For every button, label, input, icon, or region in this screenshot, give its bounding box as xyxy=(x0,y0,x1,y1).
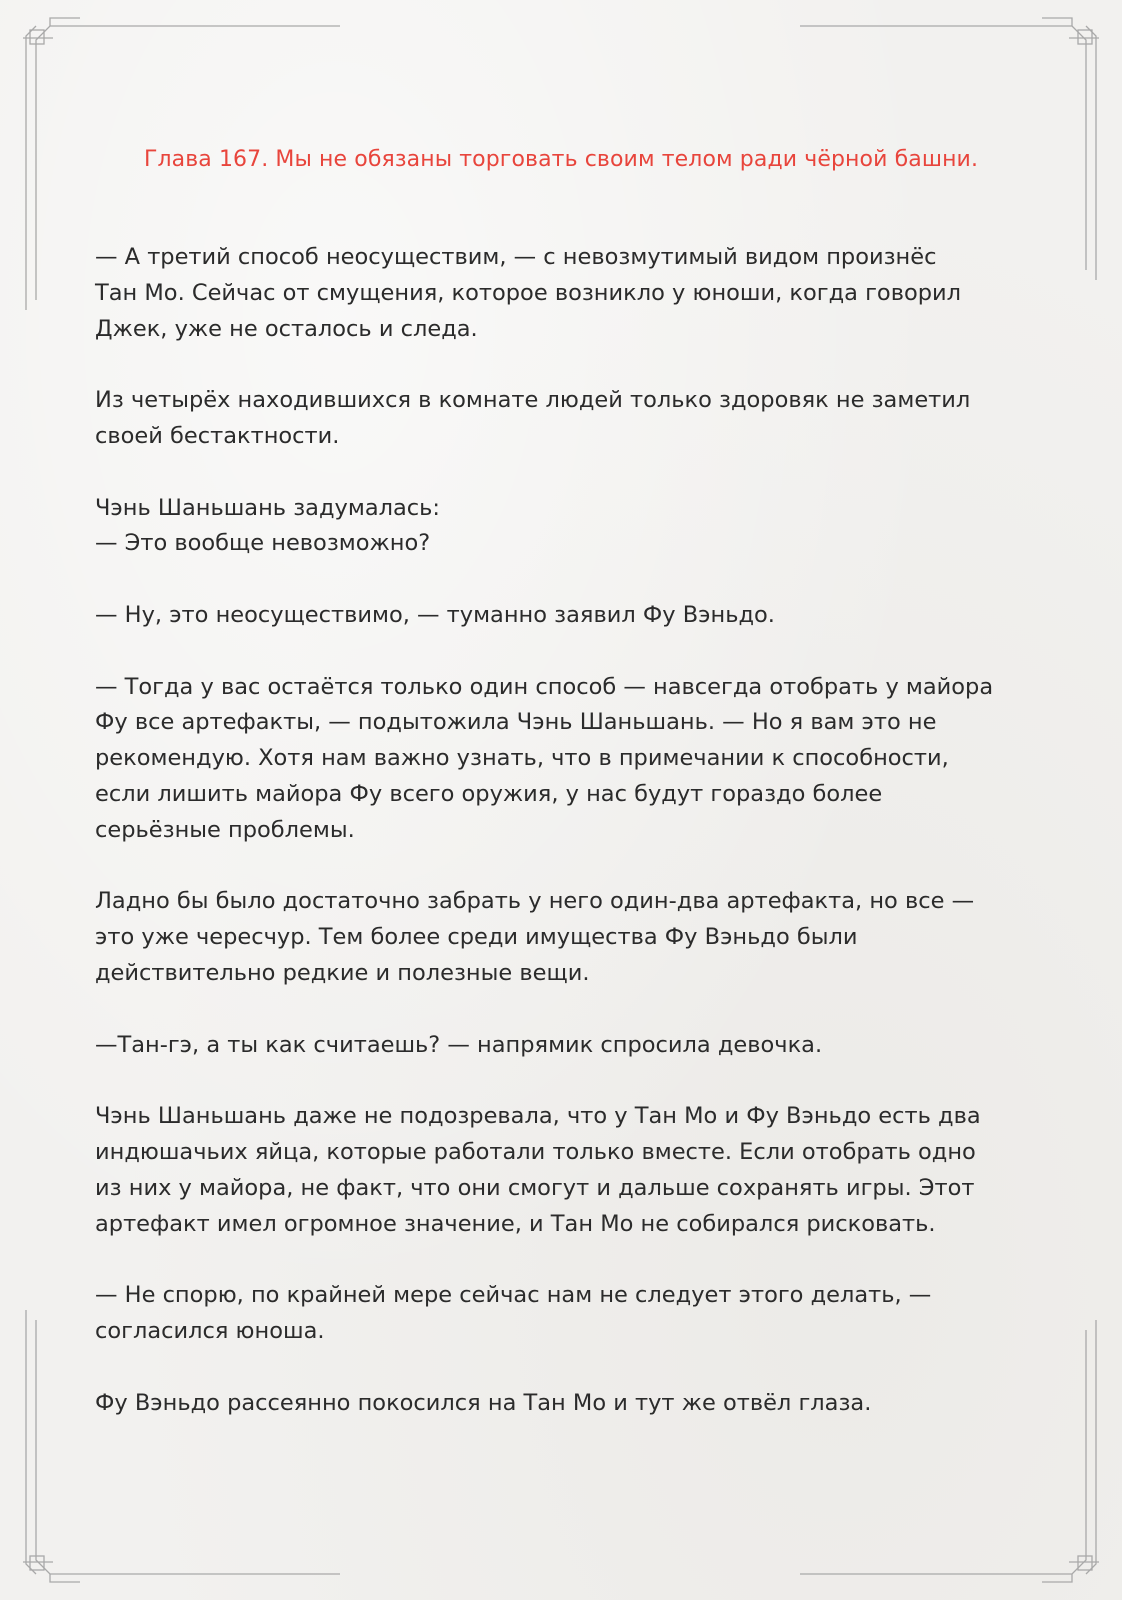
paragraph: Чэнь Шаньшань задумалась: — Это вообще невозможно? xyxy=(95,494,440,557)
paragraph: Ладно бы было достаточно забрать у него один-два артефакта, но все — это уже чересчур. Тем более среди имущества Фу Вэньдо были действительно редкие и полезные вещи. xyxy=(95,888,975,986)
paragraph: — Не спорю, по крайней мере сейчас нам не следует этого делать, — согласился юноша. xyxy=(95,1282,932,1344)
paragraph: Фу Вэньдо рассеянно покосился на Тан Мо и тут же отвёл глаза. xyxy=(95,1389,872,1416)
paragraph: —Тан-гэ, а ты как считаешь? — напрямик спросила девочка. xyxy=(95,1031,823,1058)
paragraph: Из четырёх находившихся в комнате людей только здоровяк не заметил своей бестактности. xyxy=(95,387,971,449)
paragraph: — А третий способ неосуществим, — с невозмутимый видом произнёс Тан Мо. Сейчас от смущения, которое возникло у юноши, когда говорил Джек, уже не осталось и следа. xyxy=(95,244,962,342)
paragraph: — Ну, это неосуществимо, — туманно заявил Фу Вэньдо. xyxy=(95,601,775,628)
paragraph: Чэнь Шаньшань даже не подозревала, что у Тан Мо и Фу Вэньдо есть два индюшачьих яйца, которые работали только вместе. Если отобрать одно из них у майора, не факт, что они смогут и дальше сохранять игры. Этот артефакт имел огромное значение, и Тан Мо не собирался рисковать. xyxy=(95,1103,981,1237)
chapter-body xyxy=(95,240,1035,1457)
paragraph: — Тогда у вас остаётся только один способ — навсегда отобрать у майора Фу все артефакты, — подытожила Чэнь Шаньшань. — Но я вам это не рекомендую. Хотя нам важно узнать, что в примечании к способности, если лишить майора Фу всего оружия, у нас будут гораздо более серьёзные проблемы. xyxy=(95,673,994,843)
chapter-title: Глава 167. Мы не обязаны торговать своим телом ради чёрной башни. xyxy=(143,147,979,172)
